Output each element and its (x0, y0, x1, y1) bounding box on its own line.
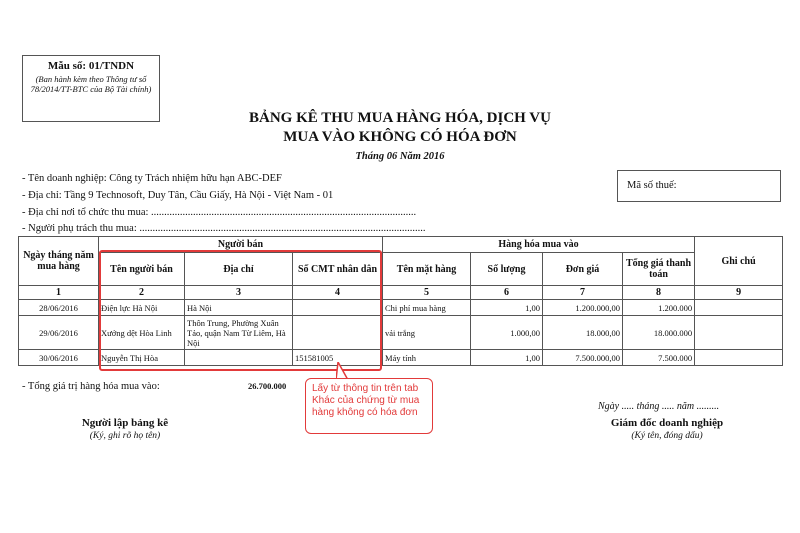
left-signature-sub: (Ký, ghi rõ họ tên) (89, 431, 161, 441)
cell-price: 18.000,00 (543, 316, 623, 350)
form-note: (Ban hành kèm theo Thông tư số 78/2014/TT-BTC của Bộ Tài chính) (30, 74, 152, 94)
col-number: 4 (293, 286, 383, 300)
cell-qty: 1,00 (471, 300, 543, 316)
cell-date: 29/06/2016 (19, 316, 99, 350)
col-number: 9 (695, 286, 783, 300)
header-quantity: Số lượng (471, 253, 543, 286)
purchase-place: - Địa chỉ nơi tổ chức thu mua: ..................................................................................................... (22, 207, 417, 218)
cell-total: 7.500.000 (623, 350, 695, 366)
seller-highlight-box (99, 250, 382, 371)
cell-seller: Xưởng dệt Hòa Linh (99, 316, 185, 350)
cell-total: 18.000.000 (623, 316, 695, 350)
header-item-name: Tên mặt hàng (383, 253, 471, 286)
cell-qty: 1.000,00 (471, 316, 543, 350)
header-seller-id: Số CMT nhân dân (293, 253, 383, 286)
cell-item: Máy tính (383, 350, 471, 366)
left-signature (40, 417, 210, 441)
col-number: 1 (19, 286, 99, 300)
header-note: Ghi chú (695, 237, 783, 286)
col-number: 7 (543, 286, 623, 300)
col-number: 8 (623, 286, 695, 300)
tax-code-label: Mã số thuế: (627, 180, 677, 191)
total-value: 26.700.000 (248, 381, 287, 391)
cell-address: Hà Nội (185, 300, 293, 316)
header-unit-price: Đơn giá (543, 253, 623, 286)
col-number: 5 (383, 286, 471, 300)
document-period: Tháng 06 Năm 2016 (355, 151, 445, 162)
document-title-line2: MUA VÀO KHÔNG CÓ HÓA ĐƠN (283, 129, 517, 145)
cell-date: 30/06/2016 (19, 350, 99, 366)
cell-price: 7.500.000,00 (543, 350, 623, 366)
cell-id: 151581005 (293, 350, 383, 366)
cell-address: Thôn Trung, Phường Xuân Tảo, quận Nam Từ Liêm, Hà Nội (185, 316, 293, 350)
total-label: - Tổng giá trị hàng hóa mua vào: (22, 381, 160, 392)
cell-item: Chi phí mua hàng (383, 300, 471, 316)
signature-date: Ngày ..... tháng ..... năm ......... (598, 401, 720, 412)
cell-total: 1.200.000 (623, 300, 695, 316)
header-seller-address: Địa chỉ (185, 253, 293, 286)
right-signature (582, 417, 752, 441)
cell-qty: 1,00 (471, 350, 543, 366)
cell-note (695, 350, 783, 366)
cell-date: 28/06/2016 (19, 300, 99, 316)
form-code: Mẫu số: 01/TNDN (47, 60, 135, 72)
company-name: - Tên doanh nghiệp: Công ty Trách nhiệm hữu hạn ABC-DEF (22, 173, 282, 184)
cell-note (695, 300, 783, 316)
cell-item: vải trắng (383, 316, 471, 350)
cell-price: 1.200.000,00 (543, 300, 623, 316)
right-signature-sub: (Ký tên, đóng dấu) (631, 431, 703, 441)
cell-note (695, 316, 783, 350)
left-signature-title: Người lập bảng kê (81, 417, 169, 429)
col-number: 6 (471, 286, 543, 300)
header-seller-group: Người bán (99, 237, 383, 253)
col-number: 3 (185, 286, 293, 300)
cell-seller: Điện lực Hà Nội (99, 300, 185, 316)
col-number: 2 (99, 286, 185, 300)
company-address: - Địa chỉ: Tầng 9 Technosoft, Duy Tân, Cầu Giấy, Hà Nội - Việt Nam - 01 (22, 190, 334, 201)
purchaser: - Người phụ trách thu mua: ............................................................................................................. (22, 223, 426, 234)
header-total: Tổng giá thanh toán (623, 253, 695, 286)
header-goods-group: Hàng hóa mua vào (383, 237, 695, 253)
document-title-line1: BẢNG KÊ THU MUA HÀNG HÓA, DỊCH VỤ (249, 110, 551, 126)
header-date: Ngày tháng năm mua hàng (19, 237, 99, 286)
callout-note: Lấy từ thông tin trên tab Khác của chứng từ mua hàng không có hóa đơn (305, 378, 433, 434)
right-signature-title: Giám đốc doanh nghiệp (610, 417, 724, 429)
header-seller-name: Tên người bán (99, 253, 185, 286)
cell-seller: Nguyễn Thị Hòa (99, 350, 185, 366)
tax-code-box (617, 170, 781, 202)
